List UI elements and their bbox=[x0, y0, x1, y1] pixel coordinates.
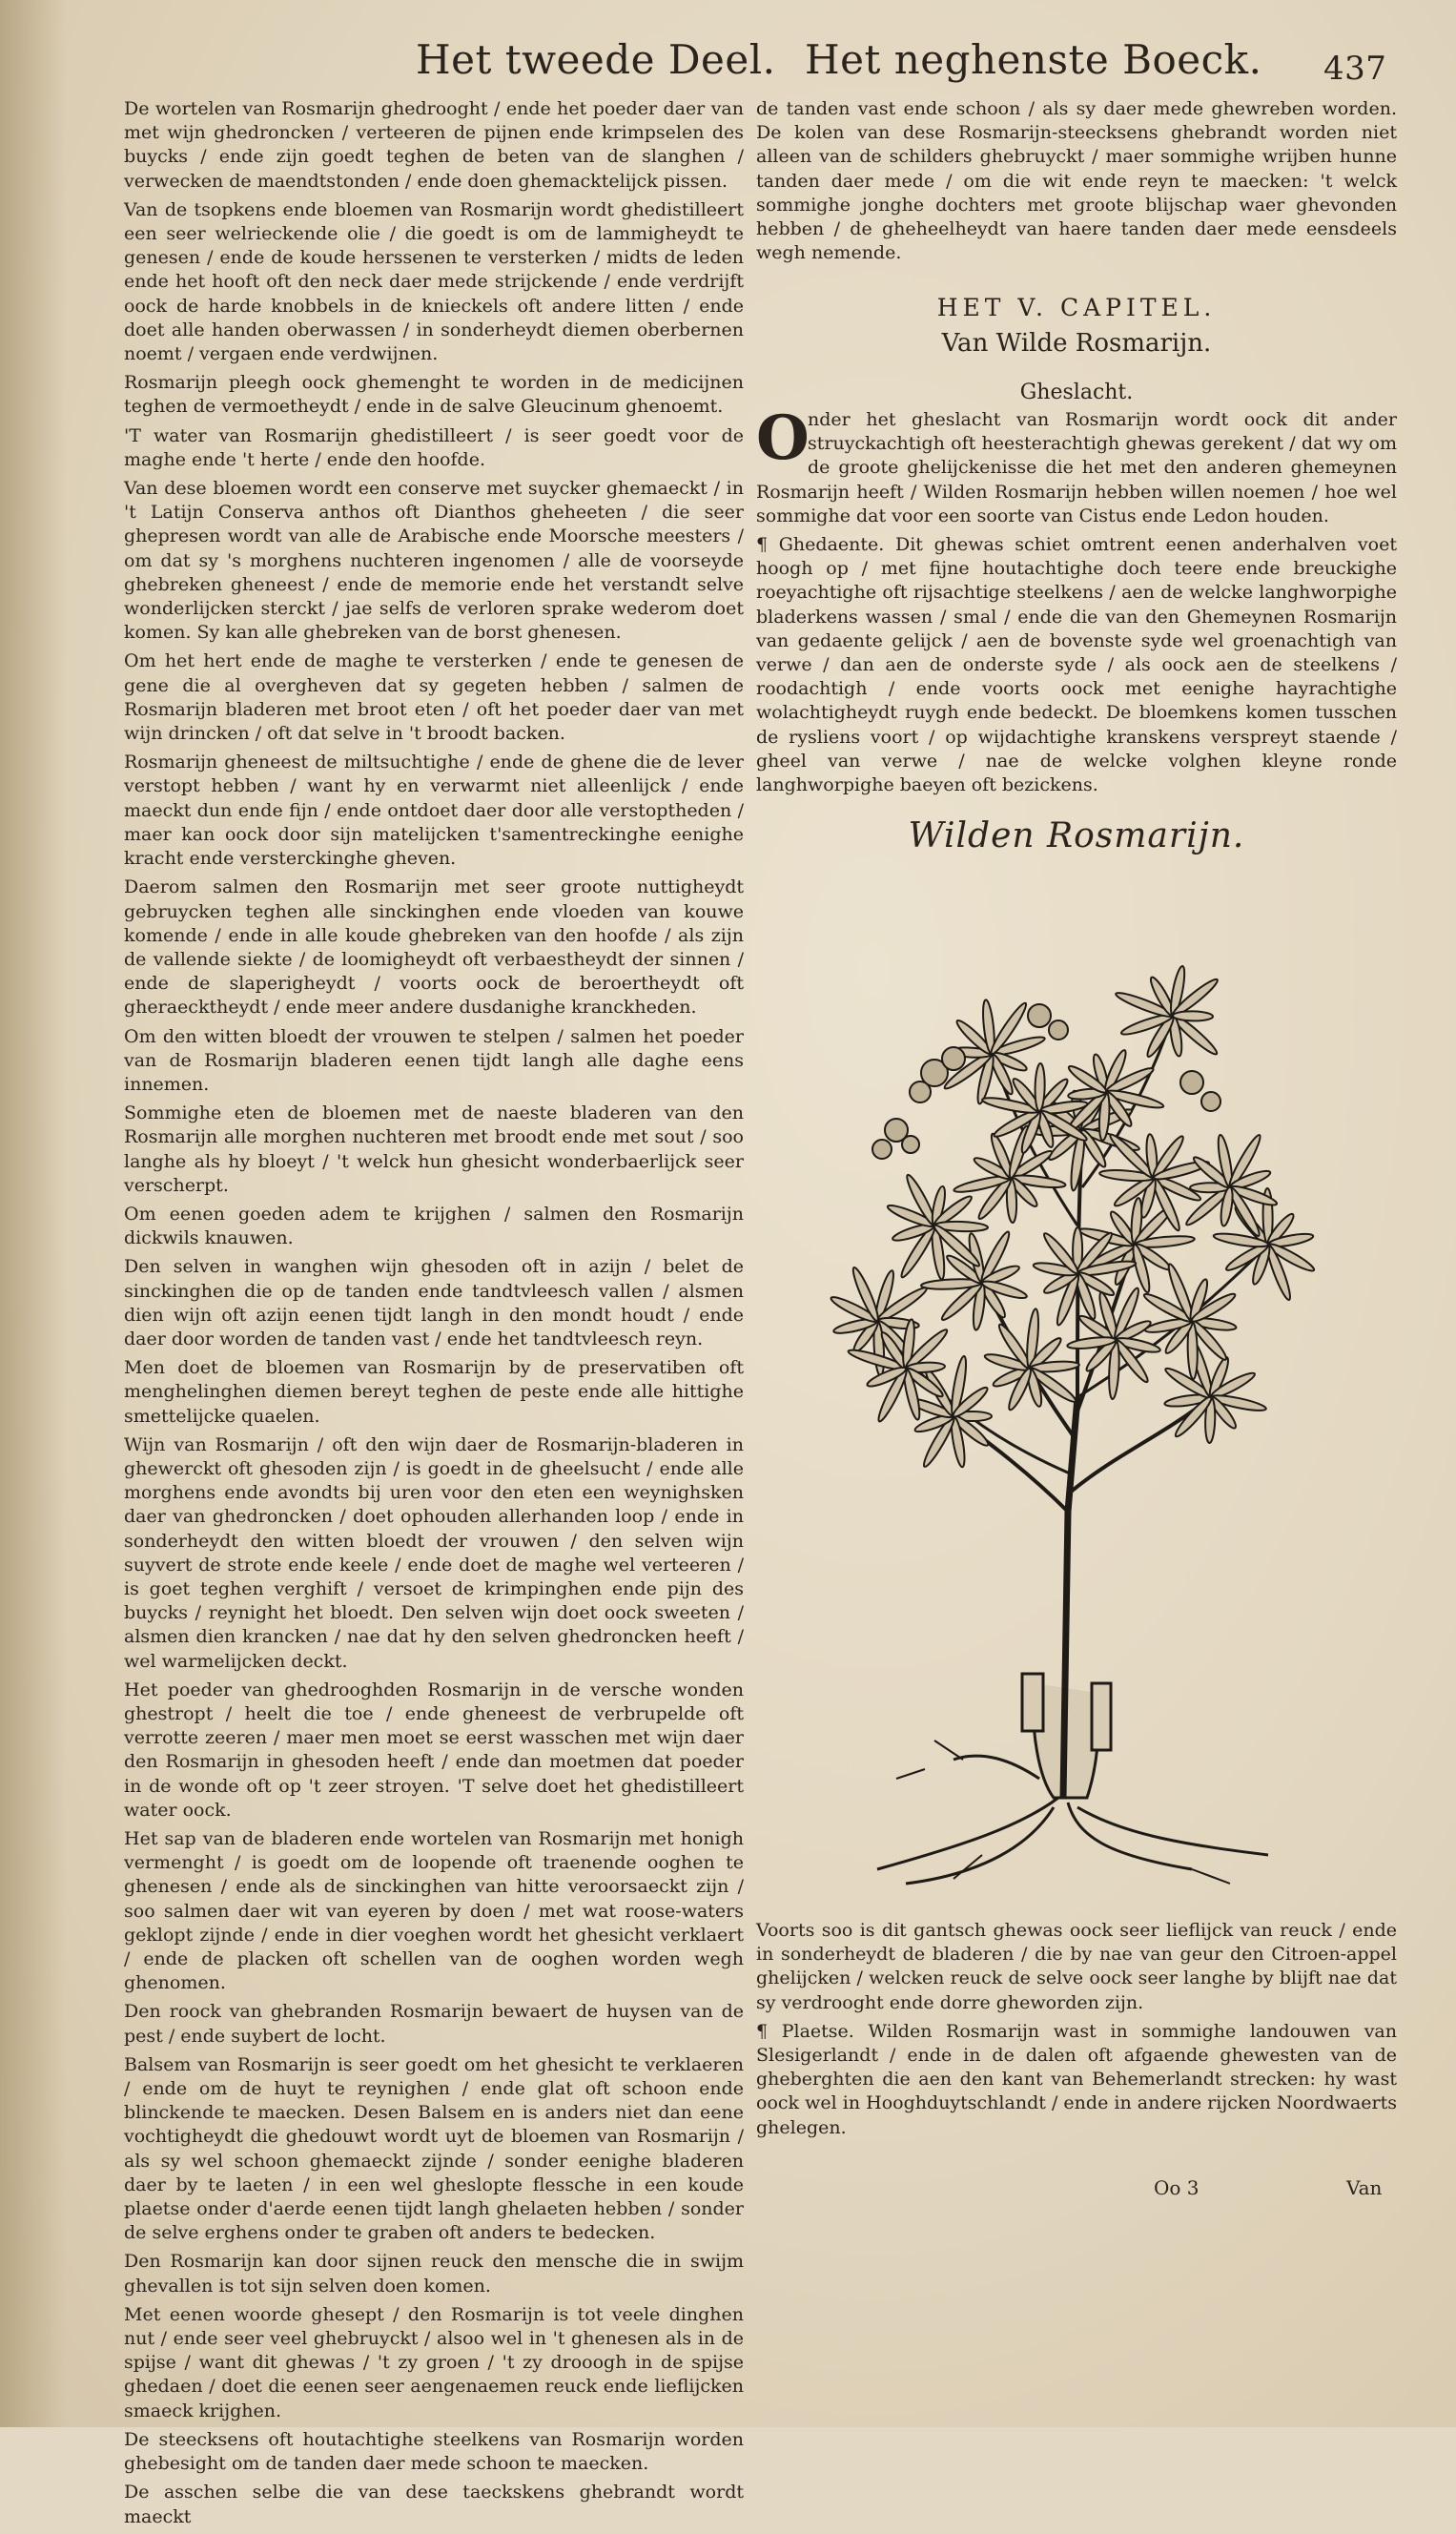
right-text-column bbox=[756, 97, 1397, 857]
left-paragraph: Wijn van Rosmarijn / oft den wijn daer de Rosmarijn-bladeren in ghewerckt oft ghesoden zijn / is goedt in de gheelsucht / ende alle morghens ende avondts bij uren voor den eten een weynighsken daer van ghedroncken / doet ophouden allerhanden loop / ende in sonderheydt den witten bloedt der vrouwen / den selven wijn suyvert de strote ende keele / ende doet de maghe wel verteeren / is goet teghen verghift / versoet de krimpinghen ende pijn des buycks / reynight het bloedt. Den selven wijn doet oock sweeten / alsmen dien krancken / nae dat hy den selven ghedroncken heeft / wel warmelijcken deckt. bbox=[124, 1433, 744, 1672]
page-number: 437 bbox=[1323, 50, 1387, 88]
gedaente-text: Dit ghewas schiet omtrent eenen anderhalven voet hoogh op / met fijne houtachtighe doch teere ende breuckighe roeyachtighe oft rijsachtige steelkens / aen de welcke langhworpighe bladerkens wassen / smal / ende die van den Ghemeynen Rosmarijn van gedaente gelijck / aen de bovenste syde wel groenachtigh van verwe / dan aen de onderste syde / als oock aen de steelkens / roodachtigh / ende voorts oock met eenighe hayrachtighe wolachtigheydt ruygh ende bedeckt. De bloemkens komen tusschen de rysliens voort / op wijdachtighe kranskens verspreyt staende / gheel van verwe / nae de welcke volghen kleyne ronde langhworpighe baeyen oft bezickens. bbox=[756, 534, 1397, 796]
left-paragraph: Om den witten bloedt der vrouwen te stelpen / salmen het poeder van de Rosmarijn bladeren eenen tijdt langh alle daghe eens innemen. bbox=[124, 1025, 744, 1095]
reuck-paragraph: Voorts soo is dit gantsch ghewas oock seer lieflijck van reuck / ende in sonderheydt de bladeren / die by nae van geur den Citroen-appel ghelijcken / welcken reuck de selve oock seer langhe by blijft nae dat sy verdrooght ende dorre gheworden zijn. bbox=[756, 1920, 1397, 2013]
page-gutter-shadow bbox=[0, 0, 67, 2427]
left-paragraph: Den selven in wanghen wijn ghesoden oft in azijn / belet de sinckinghen die op de tanden ende tandtvleesch vallen / alsmen dien wijn oft azijn eenen tijdt langh in den mondt houdt / ende daer door worden de tanden vast / ende het tandtvleesch reyn. bbox=[124, 1256, 744, 1349]
left-paragraph: Balsem van Rosmarijn is seer goedt om het ghesicht te verklaeren / ende om de huyt te reynighen / ende glat oft schoon ende blinckende te maecken. Desen Balsem en is anders niet dan eene vochtigheydt die ghedouwt wordt uyt de bloemen van Rosmarijn / als sy wel schoon ghemaeckt zijnde / sonder eenighe bladeren daer by te laeten / in een wel gheslopte flessche in een koude plaetse onder d'aerde eenen tijdt langh ghelaeten hebben / sonder de selve erghens onder te graben oft anders te bedecken. bbox=[124, 2053, 744, 2244]
left-text-column bbox=[124, 97, 744, 2534]
woodcut-plant-illustration bbox=[791, 939, 1373, 1912]
plaetse-marker: ¶ Plaetse. bbox=[756, 2020, 854, 2042]
left-paragraph: Men doet de bloemen van Rosmarijn by de preservatiben oft menghelinghen diemen bereyt teghen de peste ende alle hittighe smettelijcke quaelen. bbox=[124, 1357, 744, 1427]
chapter-title: Van Wilde Rosmarijn. bbox=[941, 328, 1212, 358]
left-paragraph: Rosmarijn gheneest de miltsuchtighe / ende de ghene die de lever verstopt hebben / want hy en verwarmt niet alleenlijck / ende maeckt dun ende fijn / ende ontdoet daer door alle verstoptheden / maer kan oock door sijn matelijcken t'samentreckinghe eenighe kracht ende versterckinghe gheven. bbox=[124, 752, 744, 870]
drop-capital: O bbox=[756, 402, 810, 475]
left-paragraph: Om het hert ende de maghe te versterken / ende te genesen de gene die al overgheven dat sy gegeten hebben / salmen de Rosmarijn bladeren met broot eten / oft het poeder daer van met wijn drincken / oft dat selve in 't broodt backen. bbox=[124, 650, 744, 745]
section-heading-geslacht: Gheslacht. bbox=[1019, 380, 1134, 404]
left-paragraph: Van de tsopkens ende bloemen van Rosmarijn wordt ghedistilleert een seer welrieckende olie / die goedt is om de lammigheydt te genesen / ende de koude herssenen te versterken / midts de leden ende het hooft oft den neck daer mede strijckende / ende verdrijft oock de harde knobbels in de knieckels oft andere litten / ende doet alle handen oberwassen / in sonderheydt diemen oberbernen noemt / vergaen ende verdwijnen. bbox=[124, 198, 744, 365]
left-paragraph: Het sap van de bladeren ende wortelen van Rosmarijn met honigh vermenght / is goedt om de loopende oft traenende ooghen te ghenesen / ende als de sinckinghen van hitte veroorsaeckt zijn / soo salmen daer wit van eyeren by doen / met wat roose-waters geklopt zijnde / ende in dier voeghen wordt het ghesicht verklaert / ende de placken oft schellen van de ooghen worden wegh ghenomen. bbox=[124, 1828, 744, 1994]
running-head-book: Het neghenste Boeck. bbox=[805, 36, 1262, 83]
left-paragraph: De steecksens oft houtachtighe steelkens van Rosmarijn worden ghebesight om de tanden daer mede schoon te maecken. bbox=[124, 2428, 744, 2475]
leaf-shape bbox=[1173, 1011, 1213, 1021]
running-head-part: Het tweede Deel. bbox=[416, 36, 776, 83]
geslacht-text: nder het gheslacht van Rosmarijn wordt oock dit ander struyckachtigh oft heesterachtigh ghewas gerekent / dat wy om de groote ghelijckenisse die het met den anderen ghemeynen Rosmarijn heeft / Wilden Rosmarijn hebben willen noemen / hoe wel sommighe dat voor een soorte van Cistus ende Ledon houden. bbox=[756, 409, 1397, 526]
catchword: Van bbox=[1346, 2176, 1383, 2199]
left-paragraph: Rosmarijn pleegh oock ghemenght te worden in de medicijnen teghen de vermoetheydt / ende in de salve Gleucinum ghenoemt. bbox=[124, 372, 744, 418]
left-paragraph: Om eenen goeden adem te krijghen / salmen den Rosmarijn dickwils knauwen. bbox=[124, 1203, 744, 1249]
left-paragraph: De wortelen van Rosmarijn ghedrooght / ende het poeder daer van met wijn ghedroncken / verteeren de pijnen ende krimpselen des buycks / ende zijn goedt teghen de beten van de slanghen / verwecken de maendtstonden / ende doen ghemacktelijck pissen. bbox=[124, 98, 744, 192]
gedaente-marker: ¶ Ghedaente. bbox=[756, 534, 885, 556]
plant-caption: Wilden Rosmarijn. bbox=[908, 816, 1245, 856]
left-paragraph: Den roock van ghebranden Rosmarijn bewaert de huysen van de pest / ende suybert de locht. bbox=[124, 2001, 744, 2047]
leaf-shape bbox=[1035, 1063, 1045, 1111]
text-below-figure bbox=[756, 1919, 1397, 2145]
continued-paragraph: de tanden vast ende schoon / als sy daer mede ghewreben worden. De kolen van dese Rosmarijn-steecksens ghebrandt worden niet alleen van de schilders ghebruyckt / maer sommighe wrijben hunne tanden daer mede / om die wit ende reyn te maecken: 't welck sommighe jonghe dochters met groote blijschap waer ghevonden hebben / de gheheelheydt van haere tanden daer mede eensdeels wegh nemende. bbox=[756, 98, 1397, 264]
gedaente-paragraph bbox=[756, 533, 1397, 797]
plaetse-text: Wilden Rosmarijn wast in sommighe landouwen van Slesigerlandt / ende in de dalen oft afgaende ghewesten van de gheberghten die aen den kant van Behemerlandt strecken: hy wast oock wel in Hooghduytschlandt / ende in andere rijcken Noordwaerts ghelegen. bbox=[756, 2020, 1397, 2138]
left-paragraph: Sommighe eten de bloemen met de naeste bladeren van den Rosmarijn alle morghen nuchteren met broodt ende met sout / soo langhe als hy bloeyt / 't welck hun ghesicht wonderbaerlijck seer verscherpt. bbox=[124, 1102, 744, 1196]
left-paragraph: Den Rosmarijn kan door sijnen reuck den mensche die in swijm ghevallen is tot sijn selven doen komen. bbox=[124, 2251, 744, 2297]
left-paragraph: Van dese bloemen wordt een conserve met suycker ghemaeckt / in 't Latijn Conserva anthos oft Dianthos gheheeten / die seer ghepresen wordt van alle de Arabische ende Moorsche meesters / om dat sy 's morghens nuchteren ingenomen / alle de voorseyde ghebreken gheneest / ende de memorie ende het verstandt selve wonderlijcken sterckt / jae selfs de verloren sprake wederom doet komen. Sy kan alle ghebreken van de borst ghenesen. bbox=[124, 478, 744, 644]
left-paragraph: Het poeder van ghedrooghden Rosmarijn in de versche wonden ghestropt / heelt die toe / ende gheneest de verbrupelde oft verrotte zeeren / maer men moet se eerst wasschen met wijn daer den Rosmarijn in ghesoden heeft / ende dan moetmen dat poeder in de wonde oft op 't zeer stroyen. 'T selve doet het ghedistilleert water oock. bbox=[124, 1679, 744, 1821]
chapter-heading: HET V. CAPITEL. bbox=[936, 294, 1217, 322]
plaetse-paragraph bbox=[756, 2020, 1397, 2140]
wild-rosemary-woodcut bbox=[791, 939, 1373, 1912]
left-paragraph: 'T water van Rosmarijn ghedistilleert / is seer goedt voor de maghe ende 't herte / ende den hoofde. bbox=[124, 424, 744, 470]
left-paragraph: De asschen selbe die van dese taeckskens ghebrandt wordt maeckt bbox=[124, 2482, 744, 2527]
geslacht-paragraph bbox=[756, 402, 1397, 528]
left-paragraph: Daerom salmen den Rosmarijn met seer groote nuttigheydt gebruycken teghen alle sinckinghen ende vloeden van kouwe komende / ende in alle koude ghebreken van den hoofde / als zijn de vallende siekte / de loomigheydt oft verbaestheydt der sinnen / ende de slaperigheydt / voorts oock de beroertheydt oft gheraecktheydt / ende meer andere dusdanighe kranckheden. bbox=[124, 876, 744, 1019]
signature-mark: Oo 3 bbox=[1154, 2176, 1200, 2199]
left-paragraph: Met eenen woorde ghesept / den Rosmarijn is tot veele dinghen nut / ende seer veel ghebruyckt / alsoo wel in 't ghenesen als in de spijse / want dit ghewas / 't zy groen / 't zy drooogh in de spijse ghedaen / doet die eenen seer aengenaemen reuck ende lieflijcken smaeck krijghen. bbox=[124, 2303, 744, 2421]
